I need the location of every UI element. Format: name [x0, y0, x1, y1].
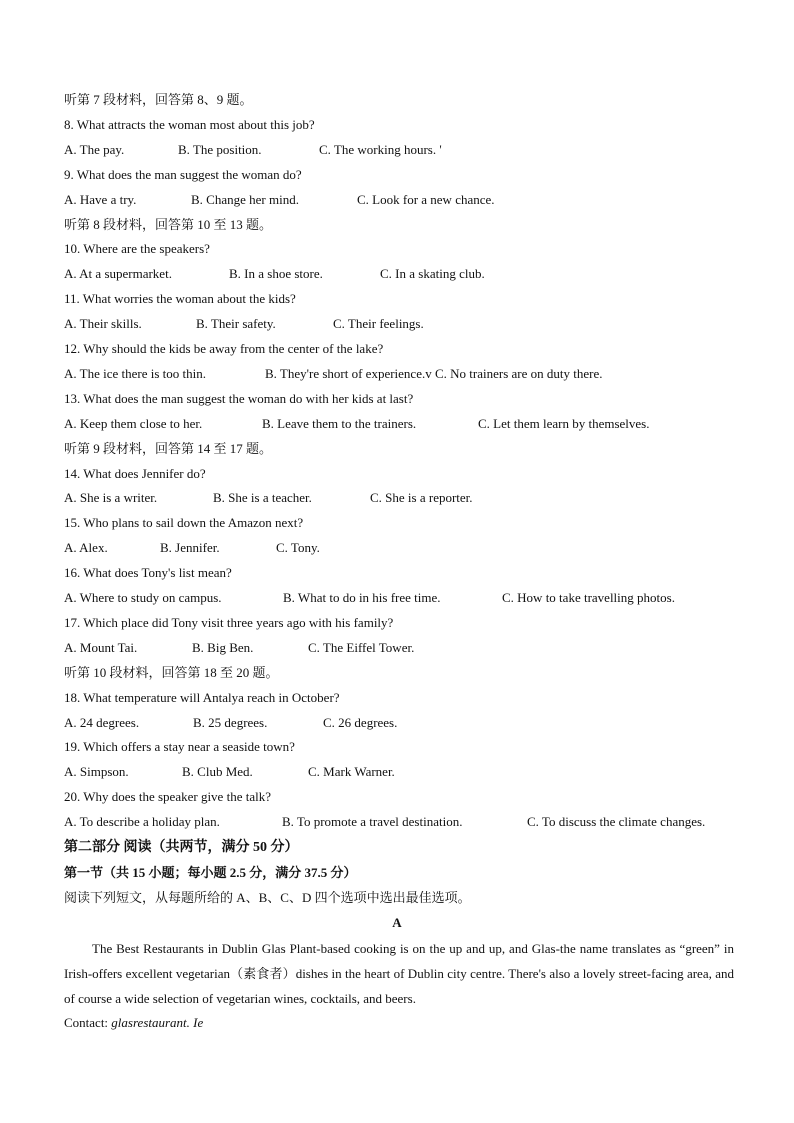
option-c: C. Look for a new chance.	[357, 192, 495, 207]
option-a: A. Mount Tai.	[64, 640, 138, 655]
contact-line	[64, 1015, 203, 1031]
option-b: B. Jennifer.	[160, 540, 220, 555]
option-a: A. The ice there is too thin.	[64, 366, 207, 381]
option-b: B. Big Ben.	[192, 640, 254, 655]
option-a: A. She is a writer.	[64, 490, 158, 505]
option-c: C. Mark Warner.	[308, 764, 395, 779]
option-a: A. To describe a holiday plan.	[64, 814, 220, 829]
option-b: B. To promote a travel destination.	[282, 814, 463, 829]
question-text: 19. Which offers a stay near a seaside town?	[64, 739, 295, 754]
question-text: 8. What attracts the woman most about this job?	[64, 117, 315, 132]
option-a: A. Simpson.	[64, 764, 129, 779]
option-a: A. Their skills.	[64, 316, 142, 331]
option-c: C. Tony.	[276, 540, 320, 555]
option-c: C. To discuss the climate changes.	[527, 814, 706, 829]
option-a: A. Alex.	[64, 540, 108, 555]
section-header: 听第 10 段材料，回答第 18 至 20 题。	[64, 665, 279, 680]
option-c: C. She is a reporter.	[370, 490, 473, 505]
option-b: B. They're short of experience.v C. No trainers are on duty there.	[265, 366, 603, 381]
part-title: 第二部分 阅读（共两节，满分 50 分）	[64, 840, 299, 855]
question-text: 13. What does the man suggest the woman do with her kids at last?	[64, 391, 414, 406]
option-c: C. How to take travelling photos.	[502, 590, 675, 605]
option-c: C. Their feelings.	[333, 316, 424, 331]
section-header: 听第 8 段材料，回答第 10 至 13 题。	[64, 217, 273, 232]
option-a: A. Keep them close to her.	[64, 416, 203, 431]
option-a: A. At a supermarket.	[64, 266, 172, 281]
section-header: 听第 9 段材料，回答第 14 至 17 题。	[64, 441, 273, 456]
reading-instruction: 阅读下列短文，从每题所给的 A、B、C、D 四个选项中选出最佳选项。	[64, 890, 471, 905]
section-header: 听第 7 段材料，回答第 8、9 题。	[64, 92, 253, 107]
question-text: 11. What worries the woman about the kids?	[64, 291, 296, 306]
option-b: B. She is a teacher.	[213, 490, 312, 505]
question-text: 14. What does Jennifer do?	[64, 466, 206, 481]
option-c: C. 26 degrees.	[323, 715, 398, 730]
option-b: B. Their safety.	[196, 316, 276, 331]
question-text: 20. Why does the speaker give the talk?	[64, 789, 271, 804]
option-c: C. Let them learn by themselves.	[478, 416, 650, 431]
option-b: B. 25 degrees.	[193, 715, 268, 730]
section-title: 第一节（共 15 小题；每小题 2.5 分，满分 37.5 分）	[64, 865, 357, 880]
question-text: 10. Where are the speakers?	[64, 241, 210, 256]
question-text: 15. Who plans to sail down the Amazon next?	[64, 515, 304, 530]
contact-label: Contact:	[64, 1015, 112, 1030]
contact-value: glasrestaurant. Ie	[111, 1015, 204, 1030]
question-text: 17. Which place did Tony visit three years ago with his family?	[64, 615, 394, 630]
option-a: A. 24 degrees.	[64, 715, 140, 730]
question-text: 16. What does Tony's list mean?	[64, 565, 232, 580]
option-a: A. Where to study on campus.	[64, 590, 222, 605]
question-text: 9. What does the man suggest the woman do?	[64, 167, 302, 182]
passage-label: A	[392, 915, 402, 930]
option-b: B. Leave them to the trainers.	[262, 416, 417, 431]
option-c: C. The working hours. '	[319, 142, 442, 157]
passage-text: The Best Restaurants in Dublin Glas Plant-based cooking is on the up and up, and Glas-the name translates as “green” in Irish-offers excellent vegetarian（素食者）dishes in the heart of Dublin city centre. There's also a lovely street-facing area, and of course a wide selection of vegetarian wines, cocktails, and beers.	[64, 941, 734, 1006]
option-b: B. In a shoe store.	[229, 266, 323, 281]
question-text: 12. Why should the kids be away from the center of the lake?	[64, 341, 384, 356]
option-a: A. Have a try.	[64, 192, 137, 207]
option-b: B. Change her mind.	[191, 192, 299, 207]
option-c: C. In a skating club.	[380, 266, 485, 281]
question-text: 18. What temperature will Antalya reach in October?	[64, 690, 340, 705]
option-b: B. Club Med.	[182, 764, 253, 779]
option-a: A. The pay.	[64, 142, 125, 157]
option-b: B. What to do in his free time.	[283, 590, 441, 605]
option-b: B. The position.	[178, 142, 262, 157]
option-c: C. The Eiffel Tower.	[308, 640, 415, 655]
